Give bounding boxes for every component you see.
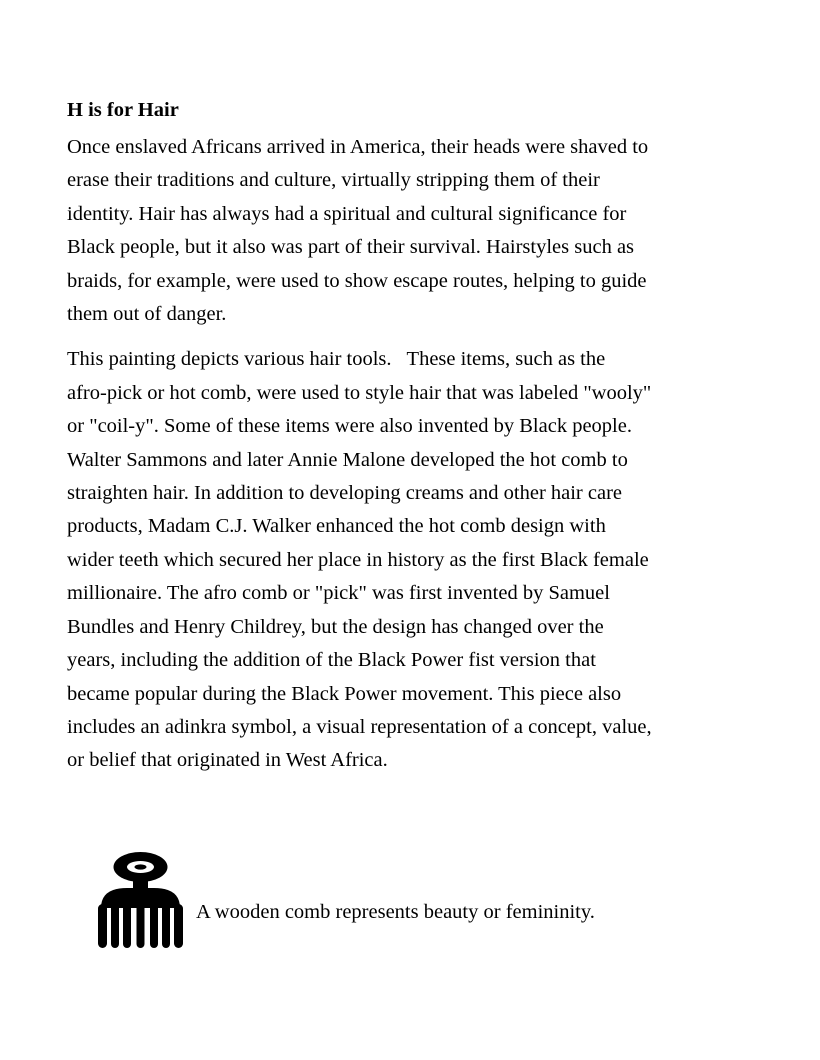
page-title: H is for Hair (67, 99, 179, 121)
paragraph-line: millionaire. The afro comb or "pick" was first invented by Samuel (67, 582, 610, 605)
paragraph-line: Once enslaved Africans arrived in America, their heads were shaved to (67, 136, 649, 158)
paragraph-line: products, Madam C.J. Walker enhanced the hot comb design with (67, 515, 606, 538)
paragraph-line: Black people, but it also was part of their survival. Hairstyles such as (67, 236, 635, 259)
symbol-caption: A wooden comb represents beauty or femininity. (196, 901, 595, 923)
paragraph-line: includes an adinkra symbol, a visual representation of a concept, value, (67, 715, 652, 738)
paragraph-line: straighten hair. In addition to developing creams and other hair care (67, 482, 623, 505)
paragraph-line: or belief that originated in West Africa. (67, 749, 388, 772)
paragraph-line: them out of danger. (67, 303, 227, 326)
paragraph-line: identity. Hair has always had a spiritual and cultural significance for (67, 202, 627, 225)
paragraph-line: braids, for example, were used to show escape routes, helping to guide (67, 269, 647, 292)
paragraph-line: years, including the addition of the Black Power fist version that (67, 649, 596, 672)
paragraph-line: Walter Sammons and later Annie Malone developed the hot comb to (67, 448, 628, 471)
paragraph-line: erase their traditions and culture, virtually stripping them of their (67, 169, 600, 192)
paragraph-hair-tools (67, 343, 757, 777)
adinkra-duafe-comb-icon (97, 850, 184, 948)
paragraph-line: wider teeth which secured her place in history as the first Black female (67, 548, 649, 571)
document-body (67, 96, 757, 790)
paragraph-line: or "coil-y". Some of these items were also invented by Black people. (67, 415, 632, 438)
paragraph-line: This painting depicts various hair tools. These items, such as the (67, 348, 606, 371)
paragraph-line: became popular during the Black Power movement. This piece also (67, 682, 622, 705)
paragraph-line: afro-pick or hot comb, were used to style hair that was labeled "wooly" (67, 381, 652, 404)
paragraph-hair-history (67, 131, 757, 331)
paragraph-line: Bundles and Henry Childrey, but the design has changed over the (67, 615, 604, 638)
